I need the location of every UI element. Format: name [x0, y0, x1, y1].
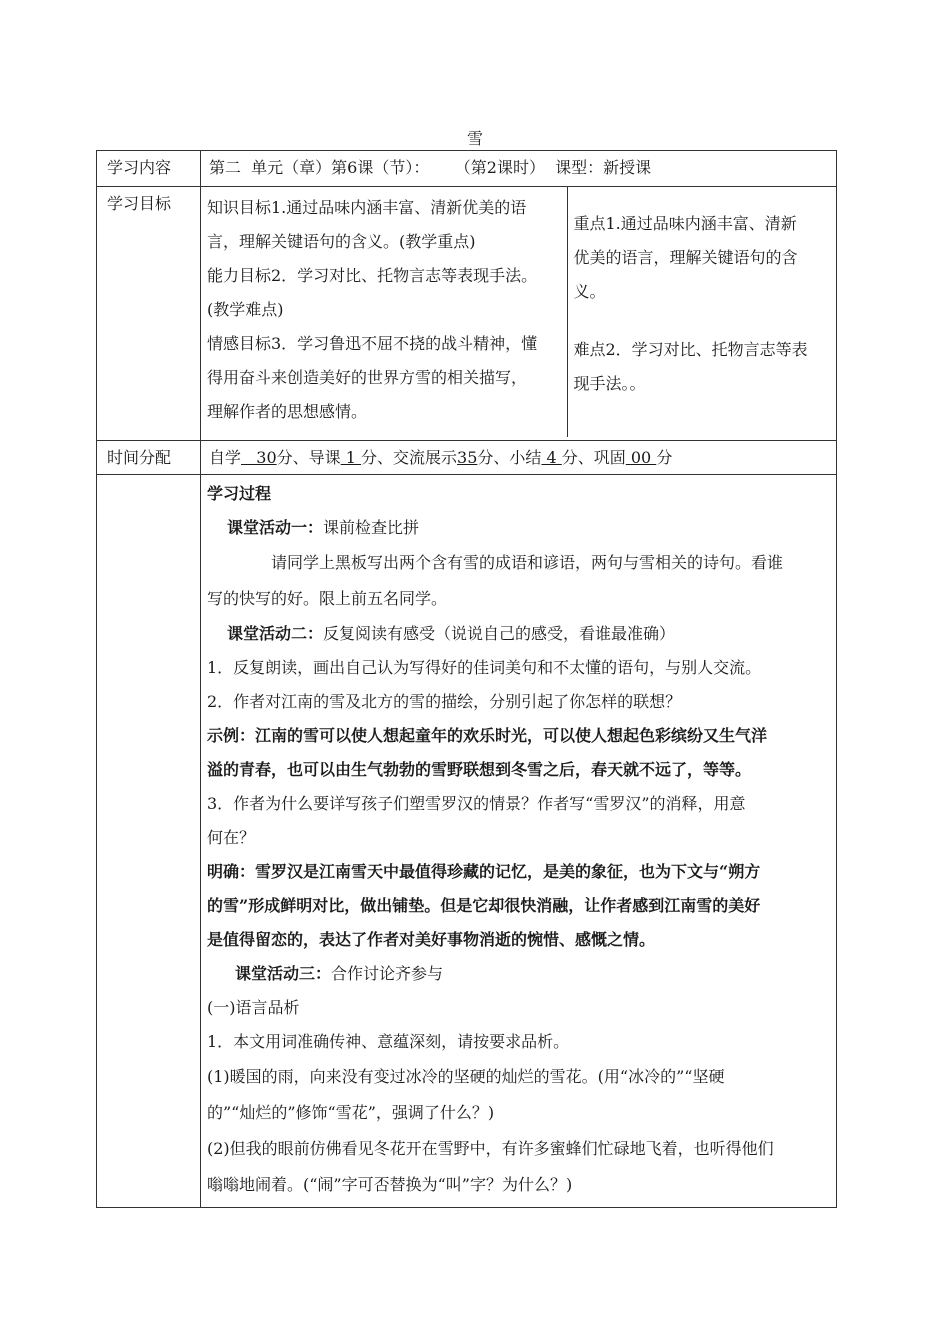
- activity-one: [207, 511, 830, 545]
- row-time-allocation: [97, 441, 837, 475]
- answer-text: 是值得留恋的，表达了作者对美好事物消逝的惋惜、感慨之情。: [207, 930, 656, 949]
- activity-two: [207, 617, 830, 651]
- label-learning-goals: 学习目标: [97, 187, 201, 441]
- time-allocation-value: [201, 441, 837, 475]
- time-text: 分: [656, 448, 673, 467]
- activity-two-name: 反复阅读有感受（说说自己的感受，看谁最准确）: [323, 624, 676, 643]
- row-learning-content: [97, 151, 837, 187]
- time-text: 分、交流展示: [361, 448, 458, 467]
- goal-line: 能力目标2．学习对比、托物言志等表现手法。: [207, 266, 538, 285]
- document-title: 雪: [466, 129, 483, 148]
- question-three: 3．作者为什么要详写孩子们塑雪罗汉的情景？作者写“雪罗汉”的消释，用意: [207, 794, 746, 813]
- activity-one-text: 请同学上黑板写出两个含有雪的成语和谚语，两句与雪相关的诗句。看谁: [271, 553, 784, 572]
- goals-inner-table: [201, 187, 837, 437]
- item-one-b: 嗡嗡地闹着。(“闹”字可否替换为“叫”字？为什么？): [207, 1175, 573, 1194]
- question-three: 何在？: [207, 828, 256, 847]
- label-time-allocation: 时间分配: [97, 441, 201, 475]
- item-one-b: (2)但我的眼前仿佛看见冬花开在雪野中，有许多蜜蜂们忙碌地飞着，也听得他们: [207, 1139, 774, 1158]
- key-point-line: 难点2．学习对比、托物言志等表: [573, 340, 808, 359]
- goals-key-points: [567, 187, 837, 437]
- activity-three-title: 课堂活动三：: [235, 964, 332, 983]
- activity-two-title: 课堂活动二：: [227, 624, 324, 643]
- answer-text: 明确：雪罗汉是江南雪天中最值得珍藏的记忆，是美的象征，也为下文与“朔方: [207, 862, 761, 881]
- item-one-a: 的”“灿烂的”修饰“雪花”，强调了什么？): [207, 1103, 495, 1122]
- time-self-study: 30: [241, 448, 277, 467]
- learning-goals-cell: [201, 187, 837, 441]
- time-summary: 4: [541, 448, 562, 467]
- time-exchange: 35: [457, 448, 478, 467]
- goal-line: 言，理解关键语句的含义。(教学重点): [207, 232, 476, 251]
- activity-one-title: 课堂活动一：: [227, 518, 324, 537]
- time-text: 自学: [209, 448, 242, 467]
- process-heading: 学习过程: [207, 484, 272, 503]
- learning-content-value: 第二 单元（章）第6课（节）： （第2课时） 课型：新授课: [201, 151, 837, 187]
- goal-line: 情感目标3．学习鲁迅不屈不挠的战斗精神，懂: [207, 334, 538, 353]
- activity-one-name: 课前检查比拼: [323, 518, 420, 537]
- activity-one-text: 写的快写的好。限上前五名同学。: [207, 589, 448, 608]
- answer-text: 的雪”形成鲜明对比，做出铺垫。但是它却很快消融，让作者感到江南雪的美好: [207, 896, 761, 915]
- goal-line: 得用奋斗来创造美好的世界方雪的相关描写，: [207, 368, 528, 387]
- time-text: 分、小结: [477, 448, 542, 467]
- key-point-line: 优美的语言，理解关键语句的含: [573, 248, 798, 267]
- example-text: 示例：江南的雪可以使人想起童年的欢乐时光，可以使人想起色彩缤纷又生气洋: [207, 726, 768, 745]
- row-learning-process: [97, 475, 837, 1208]
- goal-line: 知识目标1.通过品味内涵丰富、清新优美的语: [207, 198, 527, 217]
- time-text: 分、巩固: [561, 448, 626, 467]
- activity-three-name: 合作讨论齐参与: [331, 964, 444, 983]
- goals-objectives: [201, 187, 567, 437]
- key-point-line: 重点1.通过品味内涵丰富、清新: [573, 214, 797, 233]
- learning-process-cell: [201, 475, 837, 1208]
- row-learning-goals: [97, 187, 837, 441]
- goal-line: (教学难点): [207, 300, 284, 319]
- time-text: 分、导课: [276, 448, 341, 467]
- question-two: 2．作者对江南的雪及北方的雪的描绘，分别引起了你怎样的联想？: [207, 692, 682, 711]
- item-one-a: (1)暖国的雨，向来没有变过冰冷的坚硬的灿烂的雪花。(用“冰冷的”“坚硬: [207, 1067, 725, 1086]
- example-text: 溢的青春，也可以由生气勃勃的雪野联想到冬雪之后，春天就不远了，等等。: [207, 760, 752, 779]
- key-point-line: [574, 309, 832, 333]
- item-one: 1．本文用词准确传神、意蕴深刻，请按要求品析。: [207, 1032, 570, 1051]
- label-learning-content: 学习内容: [97, 151, 201, 187]
- process-label-empty: [97, 475, 201, 1208]
- time-guide: 1: [340, 448, 362, 467]
- key-point-line: 义。: [573, 282, 606, 301]
- lesson-plan-table: [96, 150, 837, 1208]
- section-language-analysis: (一)语言品析: [207, 998, 300, 1017]
- time-consolidate: 00: [625, 448, 657, 467]
- goal-line: 理解作者的思想感情。: [207, 402, 368, 421]
- key-point-line: 现手法。。: [573, 374, 646, 393]
- activity-three: [207, 957, 830, 991]
- question-one: 1．反复朗读，画出自己认为写得好的佳词美句和不太懂的语句，与别人交流。: [207, 658, 762, 677]
